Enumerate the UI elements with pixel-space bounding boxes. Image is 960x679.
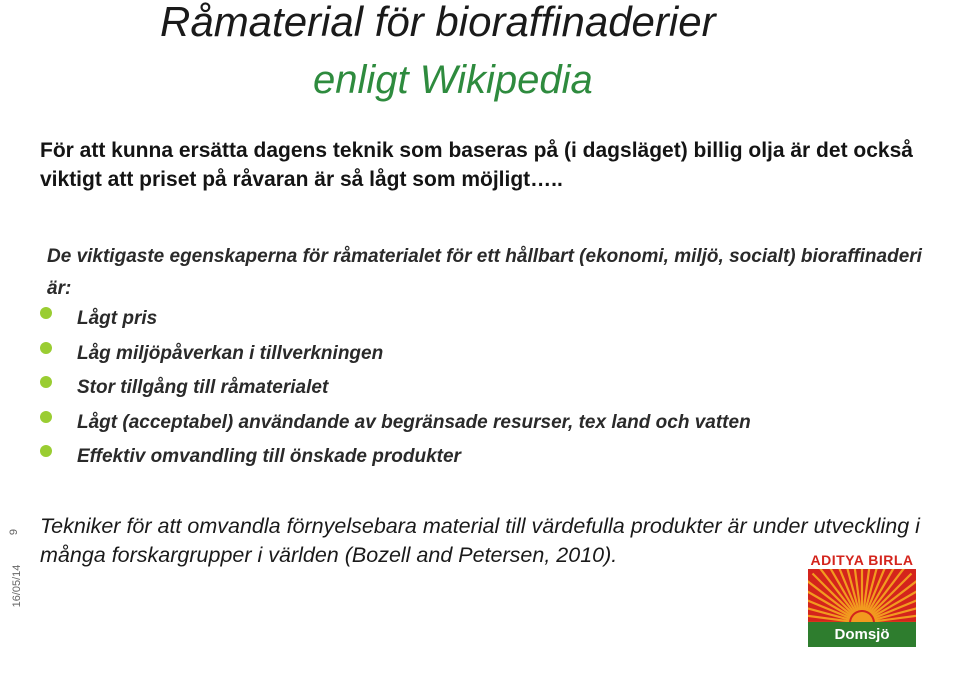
list-item (40, 372, 950, 407)
list-item-text: Lågt (acceptabel) användande av begränsade resurser, tex land och vatten (77, 411, 751, 433)
conclusion-text: Tekniker för att omvandla förnyelsebara material till värdefulla produkter är under utveckling i många forskargrupper i världen (Bozell and Petersen, 2010). (40, 514, 920, 567)
bullet-dot-icon (40, 342, 52, 354)
aditya-birla-domsjo-logo (808, 549, 916, 647)
bullet-dot-icon (40, 445, 52, 457)
bullet-dot-icon (40, 307, 52, 319)
list-item (40, 441, 950, 476)
intro-text: För att kunna ersätta dagens teknik som baseras på (i dagsläget) billig olja är det också viktigt att priset på råvaran är så lågt som möjligt….. (40, 139, 913, 191)
logo-brand-text: ADITYA BIRLA (810, 552, 914, 568)
list-item-text: Stor tillgång till råmaterialet (77, 377, 329, 398)
slide-date: 16/05/14 (11, 564, 23, 608)
logo-wordmark: Domsjö (808, 622, 916, 647)
bullet-dot-icon (40, 376, 52, 388)
rising-sun-icon (808, 569, 916, 623)
title-line-1: Råmaterial för bioraffinaderier (160, 0, 716, 45)
list-item-text: Effektiv omvandling till önskade produkter (77, 446, 461, 467)
properties-list (40, 303, 950, 476)
list-item (40, 338, 950, 373)
bullet-dot-icon (40, 411, 52, 423)
list-item-text: Låg miljöpåverkan i tillverkningen (77, 342, 384, 364)
properties-heading: De viktigaste egenskaperna för råmaterialet för ett hållbart (ekonomi, miljö, socialt) bioraffinaderi är: (47, 246, 922, 299)
list-item (40, 303, 950, 338)
title-line-2: enligt Wikipedia (313, 58, 593, 102)
list-item (40, 407, 950, 442)
list-item-text: Lågt pris (77, 308, 158, 329)
page-number: 9 (8, 528, 20, 536)
